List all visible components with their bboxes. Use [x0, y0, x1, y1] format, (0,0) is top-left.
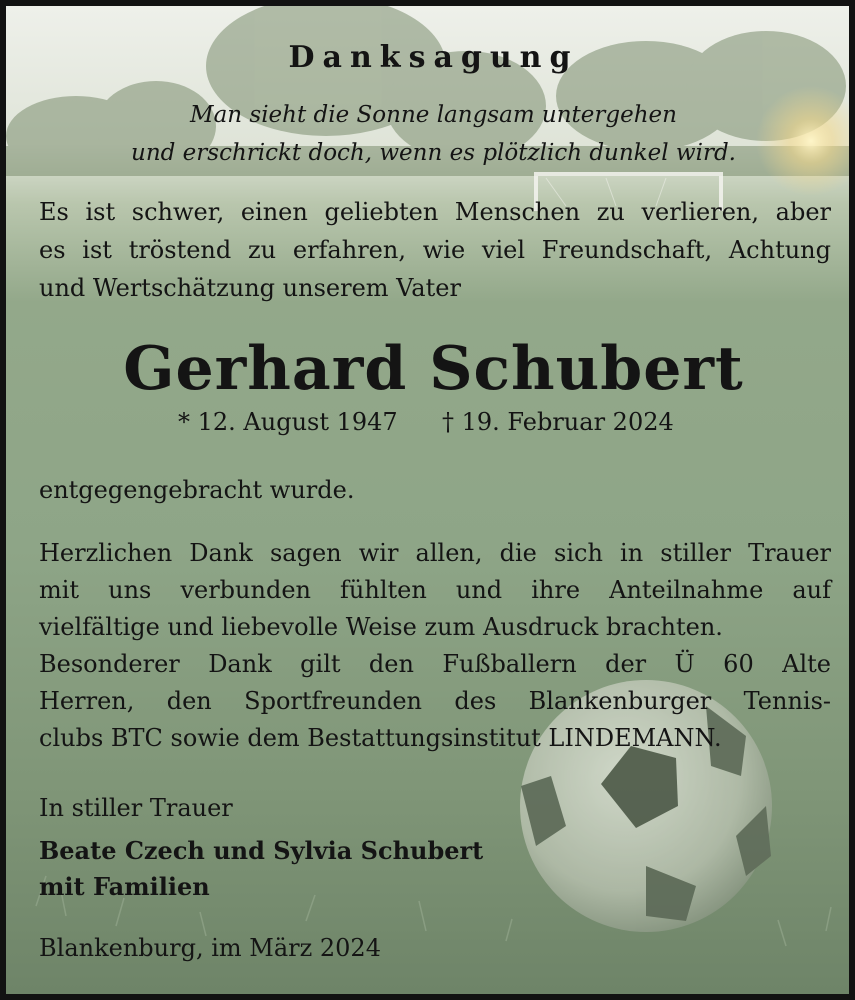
intro-line-1: Es ist schwer, einen geliebten Menschen zu verlieren, aber [39, 198, 831, 226]
death-date: † 19. Februar 2024 [442, 408, 674, 436]
after-name-line: entgegengebracht wurde. [39, 476, 355, 504]
thanks-line-5: Herren, den Sportfreunden des Blankenburger Tennis- [39, 687, 831, 715]
signatories-line-1: Beate Czech und Sylvia Schubert [39, 836, 484, 865]
deceased-name: Gerhard Schubert [123, 334, 744, 404]
signatories-line-2: mit Familien [39, 872, 210, 901]
thanks-line-4: Besonderer Dank gilt den Fußballern der Ü 60 Alte [39, 650, 831, 678]
intro-line-2: es ist tröstend zu erfahren, wie viel Freundschaft, Achtung [39, 236, 831, 264]
birth-date: * 12. August 1947 [178, 408, 398, 436]
closing-line: In stiller Trauer [39, 794, 233, 822]
intro-line-3: und Wertschätzung unserem Vater [39, 274, 461, 302]
thanks-line-3: vielfältige und liebevolle Weise zum Ausdruck brachten. [39, 613, 723, 641]
thanks-line-1: Herzlichen Dank sagen wir allen, die sich in stiller Trauer [39, 539, 831, 567]
thanks-line-6: clubs BTC sowie dem Bestattungsinstitut LINDEMANN. [39, 724, 722, 752]
quote-line-2: und erschrickt doch, wenn es plötzlich dunkel wird. [131, 140, 736, 166]
place-date: Blankenburg, im März 2024 [39, 934, 381, 962]
thanks-line-2: mit uns verbunden fühlten und ihre Anteilnahme auf [39, 576, 831, 604]
notice-title: Danksagung [288, 40, 579, 75]
quote-line-1: Man sieht die Sonne langsam untergehen [190, 102, 677, 128]
